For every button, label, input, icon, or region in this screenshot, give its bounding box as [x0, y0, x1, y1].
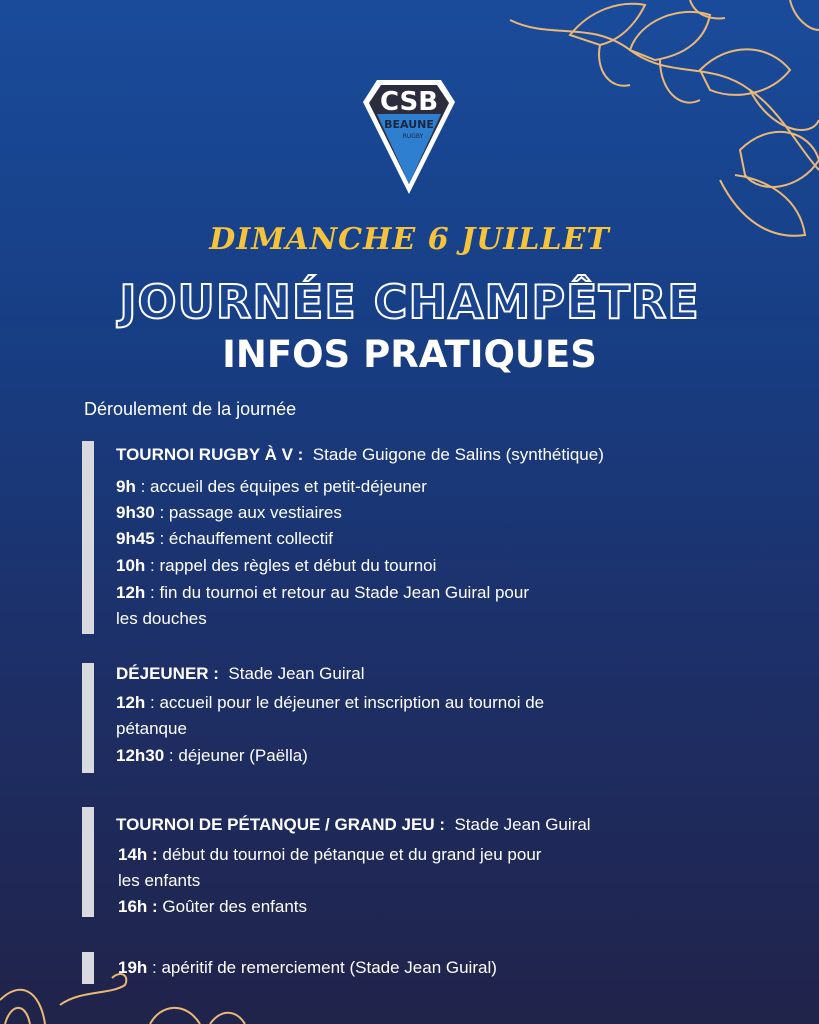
schedule-text: début du tournoi de pétanque et du grand jeu pour	[157, 845, 542, 864]
schedule-time: 19h	[118, 958, 148, 977]
schedule-time: 16h :	[118, 897, 158, 916]
section-title: TOURNOI DE PÉTANQUE / GRAND JEU :	[116, 815, 446, 834]
schedule-item	[116, 556, 436, 576]
schedule-item	[116, 746, 308, 766]
schedule-item	[118, 958, 497, 978]
schedule-time: 9h	[116, 477, 136, 496]
schedule-item-cont: pétanque	[116, 719, 187, 738]
section-heading	[116, 664, 365, 684]
event-date: DIMANCHE 6 JUILLET	[209, 222, 610, 257]
section-title: DÉJEUNER :	[116, 664, 219, 683]
schedule-item	[116, 503, 342, 523]
schedule-text: : échauffement collectif	[154, 529, 334, 548]
schedule-time: 14h :	[118, 845, 158, 864]
schedule-item-cont: les douches	[116, 609, 207, 628]
schedule-text: : fin du tournoi et retour au Stade Jean Guiral pour	[145, 583, 529, 602]
schedule-item	[116, 477, 427, 497]
schedule-text: : passage aux vestiaires	[154, 503, 342, 522]
section-heading	[116, 445, 604, 465]
section-place: Stade Guigone de Salins (synthétique)	[312, 445, 604, 464]
section-heading	[116, 815, 591, 835]
section-title: TOURNOI RUGBY À V :	[116, 445, 304, 464]
logo-letters: CSB	[379, 87, 439, 117]
schedule-text: : rappel des règles et début du tournoi	[145, 556, 437, 575]
page-title: JOURNÉE CHAMPÊTRE	[119, 275, 700, 329]
logo-line1: BEAUNE	[384, 118, 434, 131]
schedule-item	[116, 583, 529, 603]
schedule-item-cont: les enfants	[118, 871, 201, 890]
schedule-time: 12h	[116, 693, 146, 712]
schedule-time: 12h30	[116, 746, 165, 765]
schedule-text: : apéritif de remerciement (Stade Jean Guiral)	[147, 958, 497, 977]
schedule-text: : déjeuner (Paëlla)	[164, 746, 308, 765]
schedule-item	[118, 845, 541, 865]
schedule-item	[116, 693, 544, 713]
logo-line2: RUGBY	[402, 133, 424, 140]
csb-logo	[363, 78, 455, 196]
schedule-text: : accueil pour le déjeuner et inscription au tournoi de	[145, 693, 545, 712]
section-place: Stade Jean Guiral	[454, 815, 591, 834]
schedule-time: 10h	[116, 556, 146, 575]
schedule-time: 9h30	[116, 503, 155, 522]
schedule-time: 9h45	[116, 529, 155, 548]
section-place: Stade Jean Guiral	[228, 664, 365, 683]
schedule-text: Goûter des enfants	[157, 897, 308, 916]
page-subtitle: INFOS PRATIQUES	[222, 333, 597, 376]
intro-text: Déroulement de la journée	[84, 399, 297, 419]
schedule-item	[118, 897, 307, 917]
section-bar	[82, 663, 94, 773]
schedule-item	[116, 529, 333, 549]
schedule-text: : accueil des équipes et petit-déjeuner	[135, 477, 427, 496]
section-bar	[82, 441, 94, 634]
schedule-time: 12h	[116, 583, 146, 602]
section-bar	[82, 952, 94, 984]
section-bar	[82, 807, 94, 917]
